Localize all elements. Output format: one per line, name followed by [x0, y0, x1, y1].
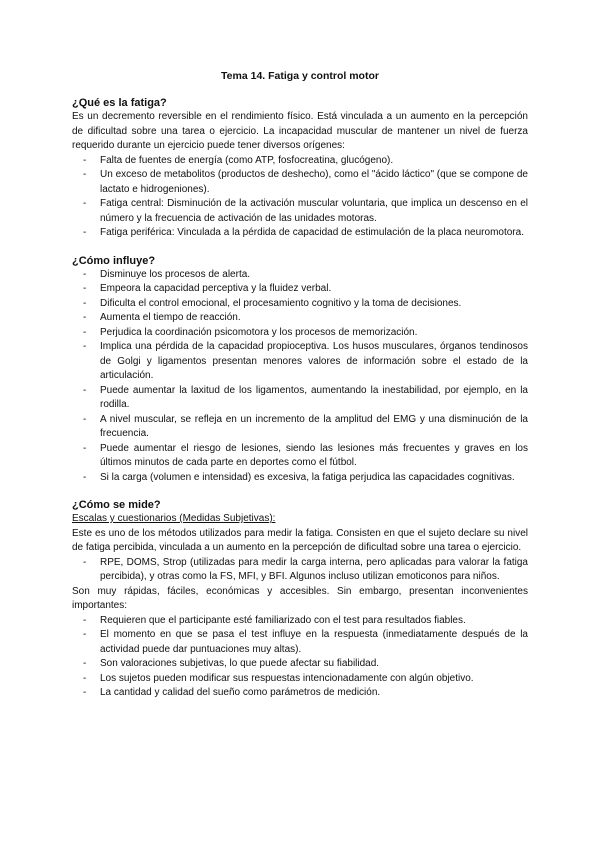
- dash-bullet: -: [83, 471, 87, 483]
- list-item: - Implica una pérdida de la capacidad propioceptiva. Los husos musculares, órganos tendinosos de Golgi y ligamentos presentan menores valores de información sobre el estado de la articulación.: [83, 341, 528, 381]
- section-heading: ¿Cómo influye?: [72, 254, 156, 267]
- dash-bullet: -: [83, 614, 87, 626]
- dash-bullet: -: [83, 413, 87, 425]
- dash-bullet: -: [83, 384, 87, 396]
- dash-bullet: -: [83, 629, 87, 640]
- dash-bullet: -: [83, 442, 87, 454]
- list-item: - Falta de fuentes de energía (como ATP, fosfocreatina, glucógeno).: [72, 154, 528, 169]
- bullet-list: [72, 268, 528, 486]
- list-item: - Fatiga central: Disminución de la activación muscular voluntaria, que implica un descenso en el número y la frecuencia de activación de las unidades motoras.: [83, 198, 528, 224]
- section-how-to-measure: [72, 498, 528, 701]
- dash-bullet: -: [83, 268, 87, 280]
- dash-bullet: -: [83, 154, 87, 166]
- bullet-list: [72, 614, 528, 701]
- dash-bullet: -: [83, 227, 87, 238]
- subsection-heading: Escalas y cuestionarios (Medidas Subjetivas):: [72, 513, 276, 524]
- paragraph: Son muy rápidas, fáciles, económicas y accesibles. Sin embargo, presentan inconvenientes importantes:: [72, 585, 528, 611]
- list-item: - Si la carga (volumen e intensidad) es excesiva, la fatiga perjudica las capacidades cognitivas.: [72, 471, 528, 486]
- dash-bullet: -: [83, 312, 87, 323]
- dash-bullet: -: [83, 169, 87, 180]
- dash-bullet: -: [83, 283, 87, 294]
- paragraph: Es un decremento reversible en el rendimiento físico. Está vinculada a un aumento en la percepción de dificultad sobre una tarea o ejercicio. La incapacidad muscular de mantener un nivel de fuerza requerido durante un ejercicio puede tener diversos orígenes:: [72, 111, 528, 151]
- list-item: - Un exceso de metabolitos (productos de deshecho), como el "ácido láctico" (que se compone de lactato e hidrogeniones).: [83, 169, 528, 195]
- list-item: - El momento en que se pasa el test influye en la respuesta (inmediatamente después de la actividad puede dar puntuaciones muy altas).: [83, 629, 528, 655]
- list-item: - Disminuye los procesos de alerta.: [72, 268, 528, 283]
- bullet-list: [72, 154, 528, 241]
- dash-bullet: -: [83, 326, 87, 338]
- bullet-list: [72, 556, 528, 585]
- list-item: - Son valoraciones subjetivas, lo que puede afectar su fiabilidad.: [72, 657, 528, 672]
- dash-bullet: -: [83, 658, 87, 669]
- dash-bullet: -: [83, 198, 87, 209]
- document-page: [72, 70, 528, 714]
- list-item: - Los sujetos pueden modificar sus respuestas intencionadamente con algún objetivo.: [72, 672, 528, 687]
- dash-bullet: -: [83, 297, 87, 309]
- list-item: - Puede aumentar el riesgo de lesiones, siendo las lesiones más frecuentes y graves en los últimos minutos de cada parte en deportes como el fútbol.: [83, 442, 528, 468]
- dash-bullet: -: [83, 556, 87, 568]
- list-item: - Fatiga periférica: Vinculada a la pérdida de capacidad de estimulación de la placa neuromotora.: [72, 226, 528, 241]
- list-item: - Dificulta el control emocional, el procesamiento cognitivo y la toma de decisiones.: [72, 297, 528, 312]
- document-title: Tema 14. Fatiga y control motor: [221, 70, 379, 82]
- list-item: - La cantidad y calidad del sueño como parámetros de medición.: [72, 686, 528, 701]
- section-heading: ¿Qué es la fatiga?: [72, 97, 167, 109]
- dash-bullet: -: [83, 341, 87, 352]
- dash-bullet: -: [83, 672, 87, 684]
- list-item: - Empeora la capacidad perceptiva y la fluidez verbal.: [72, 282, 528, 297]
- section-how-it-influences: [72, 254, 528, 486]
- paragraph: Este es uno de los métodos utilizados para medir la fatiga. Consisten en que el sujeto declare su nivel de fatiga percibida, vinculada a un aumento en la percepción de dificultad sobre una tarea o ejercicio.: [72, 527, 528, 553]
- list-item: - RPE, DOMS, Strop (utilizadas para medir la carga interna, pero aplicadas para valorar la fatiga percibida), y otras como la FS, MFI, y BFI. Algunos incluso utilizan emoticonos para niños.: [83, 556, 528, 582]
- list-item: - Aumenta el tiempo de reacción.: [72, 311, 528, 326]
- list-item: - A nivel muscular, se refleja en un incremento de la amplitud del EMG y una disminución de la frecuencia.: [83, 413, 528, 439]
- list-item: - Perjudica la coordinación psicomotora y los procesos de memorización.: [72, 326, 528, 341]
- section-heading: ¿Cómo se mide?: [72, 499, 161, 511]
- dash-bullet: -: [83, 687, 87, 698]
- list-item: - Requieren que el participante esté familiarizado con el test para resultados fiables.: [72, 614, 528, 629]
- section-what-is-fatigue: [72, 96, 528, 241]
- list-item: - Puede aumentar la laxitud de los ligamentos, aumentando la inestabilidad, por ejemplo, en la rodilla.: [83, 384, 528, 410]
